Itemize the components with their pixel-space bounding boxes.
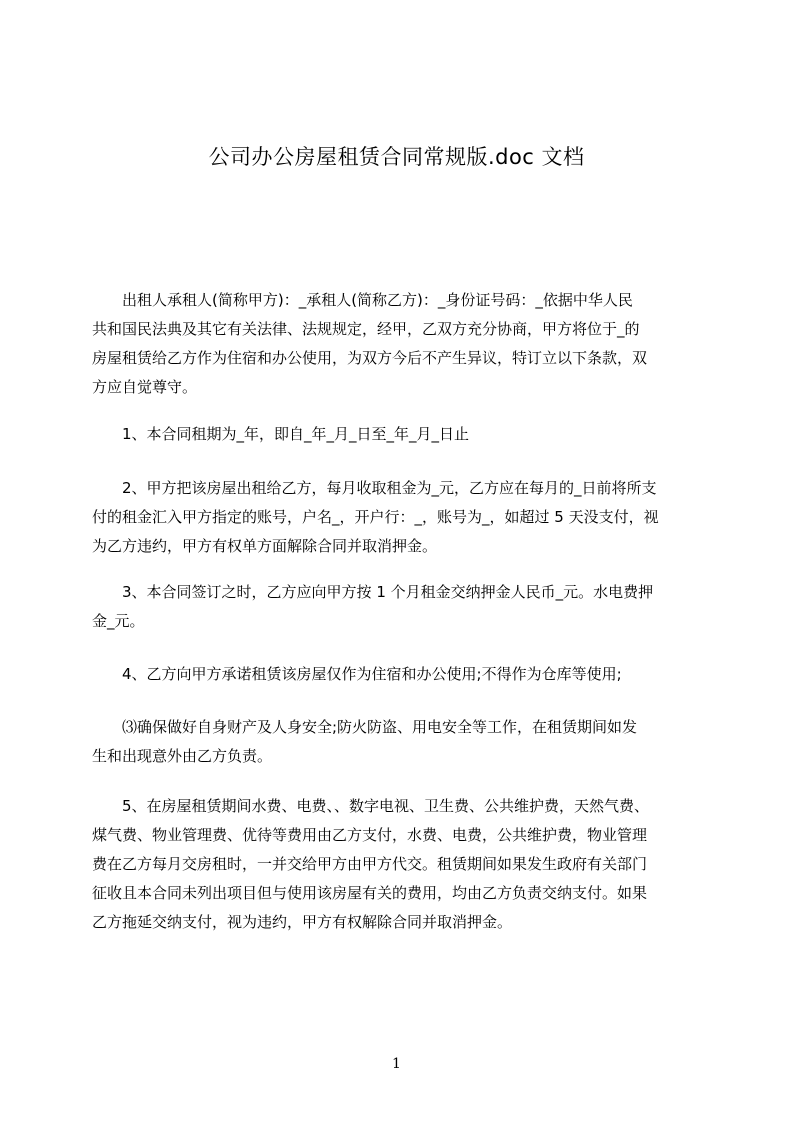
paragraph-clause-3 <box>92 578 704 636</box>
document-title: 公司办公房屋租赁合同常规版.doc 文档 <box>208 145 585 169</box>
paragraph-line: 煤气费、物业管理费、优待等费用由乙方支付，水费、电费，公共维护费，物业管理 <box>92 826 648 844</box>
paragraph-line: 费在乙方每月交房租时，一并交给甲方由甲方代交。租赁期间如果发生政府有关部门 <box>92 855 648 873</box>
paragraph-line: 2、甲方把该房屋出租给乙方，每月收取租金为_元，乙方应在每月的_日前将所支 <box>92 479 657 497</box>
paragraph-line: 为乙方违约，甲方有权单方面解除合同并取消押金。 <box>92 537 438 555</box>
paragraph-preamble <box>92 286 704 402</box>
paragraph-line: 乙方拖延交纳支付，视为违约，甲方有权解除合同并取消押金。 <box>92 913 513 931</box>
paragraph-line: 方应自觉尊守。 <box>92 378 198 396</box>
paragraph-clause-1 <box>92 420 704 449</box>
paragraph-clause-4 <box>92 660 704 689</box>
paragraph-line: 生和出现意外由乙方负责。 <box>92 747 273 765</box>
paragraph-line: 共和国民法典及其它有关法律、法规规定，经甲，乙双方充分协商，甲方将位于_的 <box>92 320 640 338</box>
paragraph-line: 征收且本合同未列出项目但与使用该房屋有关的费用，均由乙方负责交纳支付。如果 <box>92 884 648 902</box>
paragraph-line: 4、乙方向甲方承诺租赁该房屋仅作为住宿和办公使用;不得作为仓库等使用; <box>92 665 622 683</box>
paragraph-line: 3、本合同签订之时，乙方应向甲方按 1 个月租金交纳押金人民币_元。水电费押 <box>92 583 654 601</box>
paragraph-line: ⑶确保做好自身财产及人身安全;防火防盗、用电安全等工作，在租赁期间如发 <box>92 718 638 736</box>
paragraph-line: 金_元。 <box>92 612 145 630</box>
paragraph-line: 付的租金汇入甲方指定的账号，户名_，开户行：_，账号为_，如超过 5 天没支付，视 <box>92 508 659 526</box>
paragraph-clause-5 <box>92 792 704 937</box>
paragraph-line: 5、在房屋租赁期间水费、电费、、数字电视、卫生费、公共维护费，天然气费、 <box>92 797 650 815</box>
paragraph-line: 1、本合同租期为_年，即自_年_月_日至_年_月_日止 <box>92 425 470 443</box>
paragraph-line: 房屋租赁给乙方作为住宿和办公使用，为双方今后不产生异议，特订立以下条款，双 <box>92 349 648 367</box>
paragraph-clause-2 <box>92 474 704 561</box>
paragraph-line: 出租人承租人(简称甲方)：_承租人(简称乙方)：_身份证号码：_依据中华人民 <box>92 291 633 309</box>
paragraph-clause-4-3 <box>92 713 704 771</box>
page-number: 1 <box>392 1056 401 1072</box>
